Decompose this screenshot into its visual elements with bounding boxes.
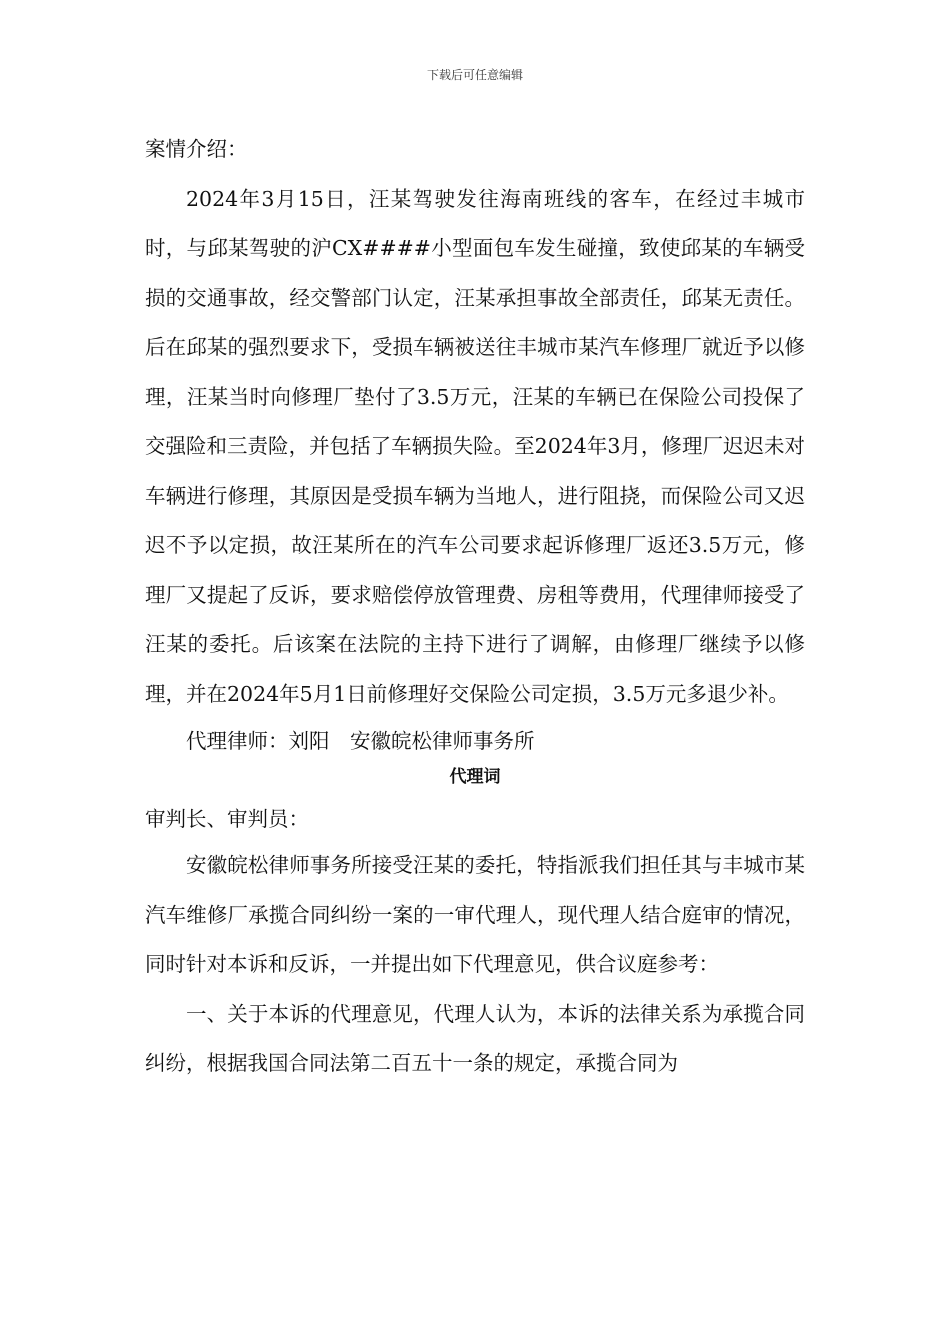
page-header-note: 下载后可任意编辑	[426, 68, 523, 82]
salutation: 审判长、审判员：	[145, 807, 309, 831]
opinion-paragraph: 一、关于本诉的代理意见，代理人认为，本诉的法律关系为承揽合同纠纷，根据我国合同法第二百五十一条的规定，承揽合同为	[145, 1001, 805, 1075]
lawyer-line: 代理律师：刘阳 安徽皖松律师事务所	[186, 729, 535, 753]
document-title: 代理词	[449, 767, 501, 787]
intro-paragraph: 安徽皖松律师事务所接受汪某的委托，特指派我们担任其与丰城市某汽车维修厂承揽合同纠纷一案的一审代理人，现代理人结合庭审的情况，同时针对本诉和反诉，一并提出如下代理意见，供合议庭参考：	[145, 853, 805, 976]
case-paragraph: 2024年3月15日，汪某驾驶发往海南班线的客车，在经过丰城市时，与邱某驾驶的沪CX####小型面包车发生碰撞，致使邱某的车辆受损的交通事故，经交警部门认定，汪某承担事故全部责任，邱某无责任。后在邱某的强烈要求下，受损车辆被送往丰城市某汽车修理厂就近予以修理，汪某当时向修理厂垫付了3.5万元，汪某的车辆已在保险公司投保了交强险和三责险，并包括了车辆损失险。至2024年3月，修理厂迟迟未对车辆进行修理，其原因是受损车辆为当地人，进行阻挠，而保险公司又迟迟不予以定损，故汪某所在的汽车公司要求起诉修理厂返还3.5万元，修理厂又提起了反诉，要求赔偿停放管理费、房租等费用，代理律师接受了汪某的委托。后该案在法院的主持下进行了调解，由修理厂继续予以修理，并在2024年5月1日前修理好交保险公司定损，3.5万元多退少补。	[145, 186, 805, 706]
document-body	[145, 125, 805, 1089]
section-heading: 案情介绍：	[145, 137, 248, 161]
